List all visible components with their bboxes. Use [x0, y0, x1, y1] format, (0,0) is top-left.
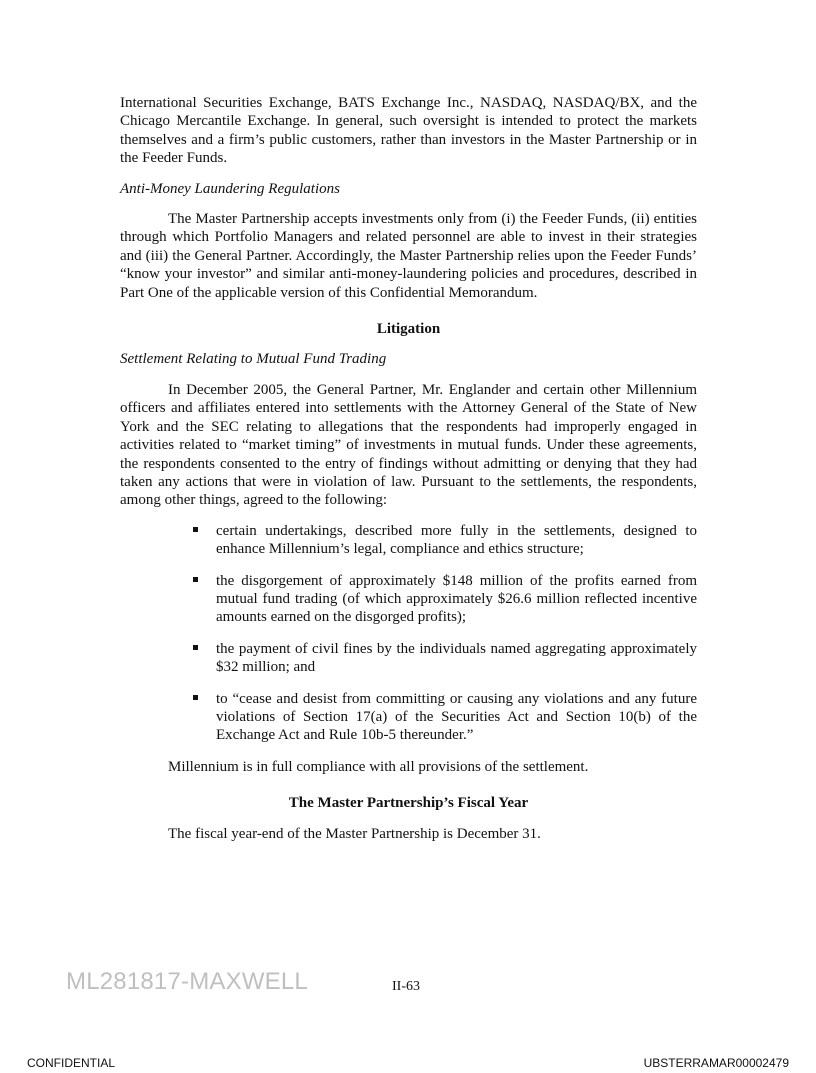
list-item: the disgorgement of approximately $148 million of the profits earned from mutual fund trading (of which approximately $26.6 million reflected incentive amounts earned on the disgorged profits); [193, 572, 697, 627]
document-id-watermark: ML281817-MAXWELL [66, 968, 308, 995]
square-bullet-icon [193, 645, 198, 650]
list-item: the payment of civil fines by the individuals named aggregating approximately $32 million; and [193, 640, 697, 677]
paragraph-fiscal-year: The fiscal year-end of the Master Partnership is December 31. [168, 825, 541, 842]
heading-litigation: Litigation [376, 321, 441, 338]
paragraph-oversight: International Securities Exchange, BATS Exchange Inc., NASDAQ, NASDAQ/BX, and the Chicago Mercantile Exchange. In general, such oversight is intended to protect the markets themselves and a firm’s public customers, rather than investors in the Master Partnership or in the Feeder Funds. [120, 95, 697, 167]
paragraph-settlement: In December 2005, the General Partner, Mr. Englander and certain other Millennium officers and affiliates entered into settlements with the Attorney General of the State of New York and the SEC relating to allegations that the respondents had improperly engaged in activities related to “market timing” of investments in mutual funds. Under these agreements, the respondents consented to the entry of findings without admitting or denying that they had taken any actions that were in violation of law. Pursuant to the settlements, the respondents, among other things, agreed to the following: [120, 381, 697, 509]
paragraph-compliance: Millennium is in full compliance with all provisions of the settlement. [168, 758, 589, 775]
list-item: certain undertakings, described more fully in the settlements, designed to enhance Millennium’s legal, compliance and ethics structure; [193, 522, 697, 559]
bates-number: UBSTERRAMAR00002479 [643, 1056, 789, 1070]
heading-fiscal-year: The Master Partnership’s Fiscal Year [288, 795, 529, 812]
page-number: II-63 [392, 979, 420, 994]
subheading-settlement: Settlement Relating to Mutual Fund Trading [120, 351, 387, 368]
confidential-label: CONFIDENTIAL [27, 1056, 116, 1070]
square-bullet-icon [193, 695, 198, 700]
paragraph-anti-money-laundering: The Master Partnership accepts investments only from (i) the Feeder Funds, (ii) entities through which Portfolio Managers and related personnel are able to invest in their strategies and (iii) the General Partner. Accordingly, the Master Partnership relies upon the Feeder Funds’ “know your investor” and similar anti-money-laundering policies and procedures, described in Part One of the applicable version of this Confidential Memorandum. [120, 211, 697, 301]
list-item: to “cease and desist from committing or causing any violations and any future violations of Section 17(a) of the Securities Act and Section 10(b) of the Exchange Act and Rule 10b-5 thereunder.” [193, 690, 697, 745]
settlement-terms-list [120, 522, 697, 745]
subheading-anti-money-laundering: Anti-Money Laundering Regulations [120, 180, 340, 197]
square-bullet-icon [193, 527, 198, 532]
document-body [120, 94, 697, 843]
square-bullet-icon [193, 577, 198, 582]
